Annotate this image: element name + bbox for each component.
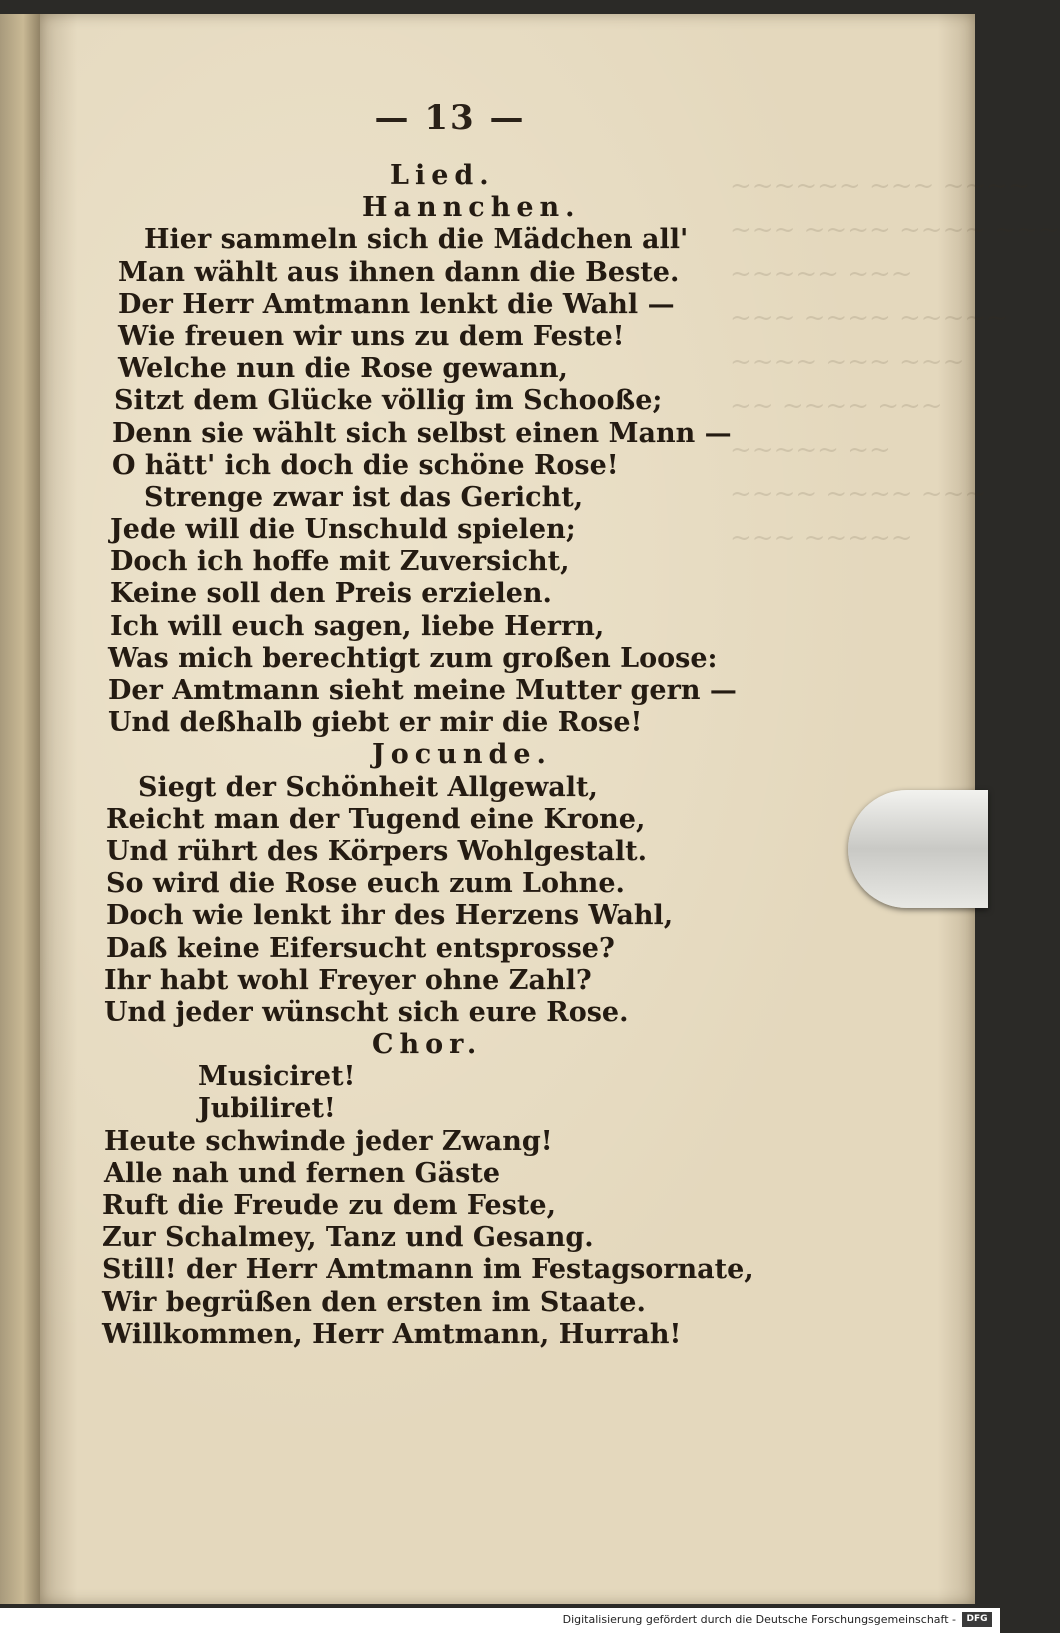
verse-line: Willkommen, Herr Amtmann, Hurrah! [102, 1318, 682, 1350]
verse-line: Jubiliret! [198, 1093, 336, 1125]
verse-line: Sitzt dem Glücke völlig im Schooße; [114, 385, 663, 417]
verse-line: Reicht man der Tugend eine Krone, [106, 803, 646, 835]
verse-line: Welche nun die Rose gewann, [118, 353, 568, 385]
verse-line: Musiciret! [198, 1061, 356, 1093]
show-through-text: ~~~~~~ ~~~ ~~~~ ~~~ ~~~~ ~~~~ ~~~ ~~~~~ ~~~ ~~~ ~~~~ ~~~~~ ~~~~ ~~~ ~~~ ~~ ~~~~ ~~~ ~~~~~ ~~ ~~~~ ~~~~ ~~~ ~~~ ~~~~~ [730, 171, 1060, 553]
verse-line: Jede will die Unschuld spielen; [110, 514, 576, 546]
previous-page-edge [0, 14, 42, 1604]
page-clip [848, 790, 988, 908]
verse-line: Und jeder wünscht sich eure Rose. [104, 996, 629, 1028]
dfg-logo: DFG [962, 1612, 992, 1627]
section-heading: Jocunde. [372, 739, 552, 771]
verse-line: Wie freuen wir uns zu dem Feste! [118, 320, 625, 352]
section-heading: Hannchen. [362, 192, 581, 224]
verse-line: O hätt' ich doch die schöne Rose! [112, 449, 619, 481]
page-number: — 13 — [374, 98, 526, 138]
funding-credit: Digitalisierung gefördert durch die Deutsche Forschungsgemeinschaft - [562, 1613, 956, 1626]
verse-line: Zur Schalmey, Tanz und Gesang. [102, 1222, 594, 1254]
verse-line: Wir begrüßen den ersten im Staate. [102, 1286, 646, 1318]
verse-line: Doch ich hoffe mit Zuversicht, [110, 546, 570, 578]
verse-line: So wird die Rose euch zum Lohne. [106, 868, 625, 900]
song-text [100, 160, 754, 1351]
verse-line: Der Amtmann sieht meine Mutter gern — [108, 675, 737, 706]
verse-line: Ruft die Freude zu dem Feste, [102, 1190, 556, 1221]
verse-line: Und deßhalb giebt er mir die Rose! [108, 707, 643, 739]
verse-line: Der Herr Amtmann lenkt die Wahl — [118, 288, 675, 320]
verse-line: Still! der Herr Amtmann im Festagsornate, [102, 1254, 754, 1286]
verse-line: Strenge zwar ist das Gericht, [144, 481, 584, 513]
section-heading: Lied. [390, 160, 495, 191]
verse-line: Daß keine Eifersucht entsprosse? [106, 932, 615, 964]
verse-line: Ich will euch sagen, liebe Herrn, [110, 610, 605, 642]
verse-line: Keine soll den Preis erzielen. [110, 578, 552, 610]
footer-bar [0, 1608, 1000, 1633]
verse-line: Alle nah und fernen Gäste [104, 1157, 500, 1189]
verse-line: Ihr habt wohl Freyer ohne Zahl? [104, 964, 592, 996]
verse-line: Und rührt des Körpers Wohlgestalt. [106, 835, 648, 867]
verse-line: Man wählt aus ihnen dann die Beste. [118, 256, 680, 288]
verse-line: Hier sammeln sich die Mädchen all' [144, 224, 689, 256]
verse-line: Doch wie lenkt ihr des Herzens Wahl, [106, 900, 674, 932]
verse-line: Heute schwinde jeder Zwang! [104, 1125, 553, 1157]
verse-line: Denn sie wählt sich selbst einen Mann — [112, 417, 732, 449]
verse-line: Siegt der Schönheit Allgewalt, [138, 771, 598, 803]
section-heading: Chor. [372, 1029, 483, 1061]
verse-line: Was mich berechtigt zum großen Loose: [108, 642, 718, 674]
